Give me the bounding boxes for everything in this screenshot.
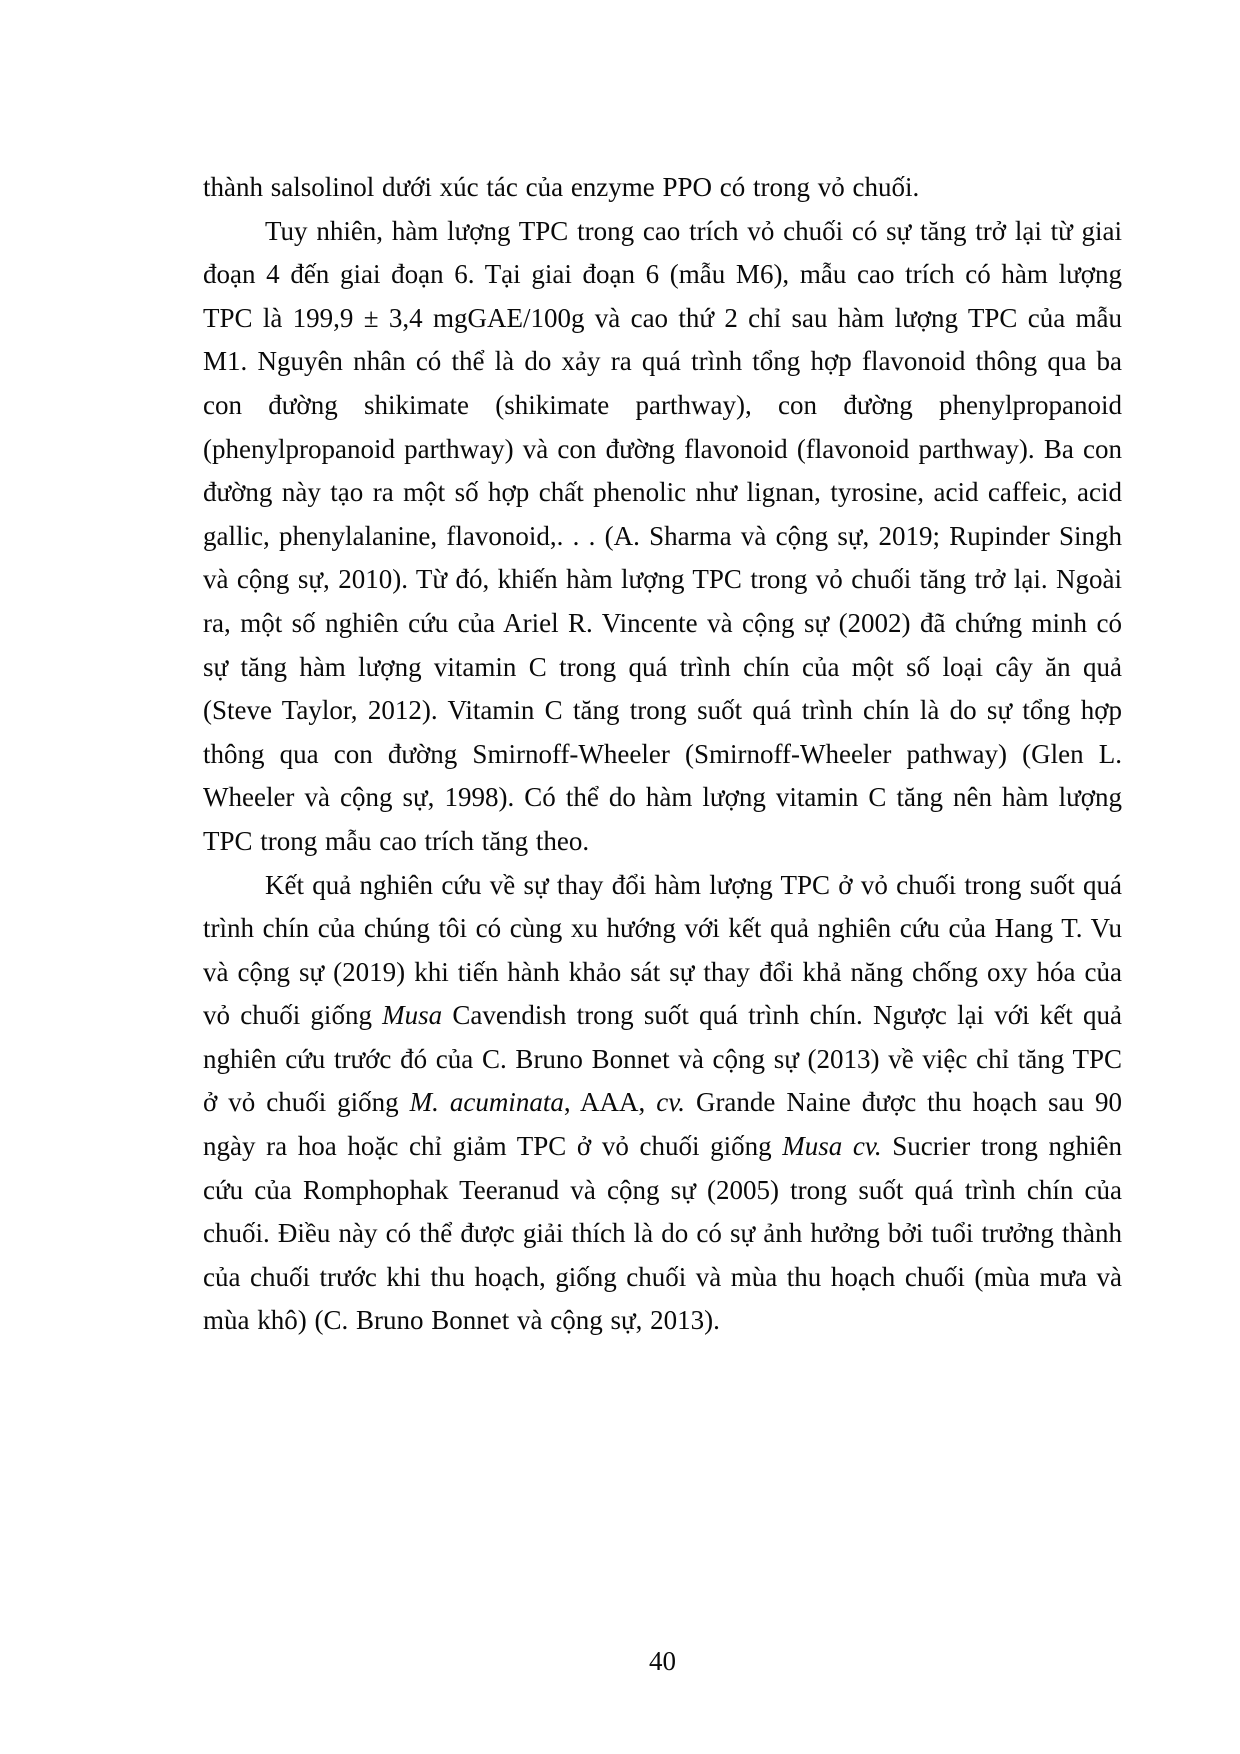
paragraph-continuation: thành salsolinol dưới xúc tác của enzyme PPO có trong vỏ chuối. xyxy=(203,172,920,202)
paragraph-comparison: Kết quả nghiên cứu về sự thay đổi hàm lượng TPC ở vỏ chuối trong suốt quá trình chín của chúng tôi có cùng xu hướng với kết quả nghiên cứu của Hang T. Vu và cộng sự (2019) khi tiến hành khảo sát sự thay đổi khả năng chống oxy hóa của vỏ chuối giống Musa Cavendish trong suốt quá trình chín. Ngược lại với kết quả nghiên cứu trước đó của C. Bruno Bonnet và cộng sự (2013) về việc chỉ tăng TPC ở vỏ chuối giống M. acuminata, AAA, cv. Grande Naine được thu hoạch sau 90 ngày ra hoa hoặc chỉ giảm TPC ở vỏ chuối giống Musa cv. Sucrier trong nghiên cứu của Romphophak Teeranud và cộng sự (2005) trong suốt quá trình chín của chuối. Điều này có thể được giải thích là do có sự ảnh hưởng bởi tuổi trưởng thành của chuối trước khi thu hoạch, giống chuối và mùa thu hoạch chuối (mùa mưa và mùa khô) (C. Bruno Bonnet và cộng sự, 2013). xyxy=(203,869,1123,1336)
page-number: 40 xyxy=(649,1646,676,1676)
paragraph-tpc-increase: Tuy nhiên, hàm lượng TPC trong cao trích vỏ chuối có sự tăng trở lại từ giai đoạn 4 đến giai đoạn 6. Tại giai đoạn 6 (mẫu M6), mẫu cao trích có hàm lượng TPC là 199,9 ± 3,4 mgGAE/100g và cao thứ 2 chỉ sau hàm lượng TPC của mẫu M1. Nguyên nhân có thể là do xảy ra quá trình tổng hợp flavonoid thông qua ba con đường shikimate (shikimate parthway), con đường phenylpropanoid (phenylpropanoid parthway) và con đường flavonoid (flavonoid parthway). Ba con đường này tạo ra một số hợp chất phenolic như lignan, tyrosine, acid caffeic, acid gallic, phenylalanine, flavonoid,. . . (A. Sharma và cộng sự, 2019; Rupinder Singh và cộng sự, 2010). Từ đó, khiến hàm lượng TPC trong vỏ chuối tăng trở lại. Ngoài ra, một số nghiên cứu của Ariel R. Vincente và cộng sự (2002) đã chứng minh có sự tăng hàm lượng vitamin C trong quá trình chín của một số loại cây ăn quả (Steve Taylor, 2012). Vitamin C tăng trong suốt quá trình chín là do sự tổng hợp thông qua con đường Smirnoff-Wheeler (Smirnoff-Wheeler pathway) (Glen L. Wheeler và cộng sự, 1998). Có thể do hàm lượng vitamin C tăng nên hàm lượng TPC trong mẫu cao trích tăng theo. xyxy=(203,215,1122,856)
page-footer xyxy=(203,1644,1122,1678)
text-block xyxy=(203,166,1122,1343)
